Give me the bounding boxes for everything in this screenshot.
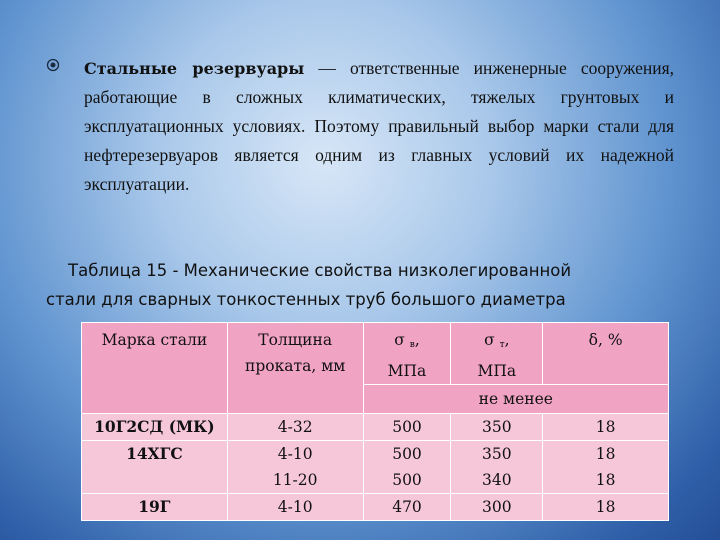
bullet-icon (46, 58, 60, 72)
cell-sigma-t: 350 340 (451, 441, 543, 494)
table-caption (46, 256, 686, 314)
paragraph-text: — ответственные инженерные сооружения, работающие в сложных климатических, тяжелых грунтовых и эксплуатационных условиях. Поэтому правильный выбор марки стали для нефтерезервуаров является одним из главных условий их надежной эксплуатации. (84, 58, 674, 194)
intro-paragraph (84, 54, 674, 199)
cell-delta: 18 (543, 494, 669, 521)
header-sigma-b: σ $_в$, МПа (363, 323, 451, 385)
cell-delta: 18 (543, 414, 669, 441)
header-sigma-t: σ $_т$, МПа (451, 323, 543, 385)
cell-sigma-b: 500 (363, 414, 451, 441)
caption-line-1: Таблица 15 - Механические свойства низколегированной (68, 261, 572, 280)
header-grade: Марка стали (82, 323, 228, 414)
table-row (82, 441, 669, 494)
cell-sigma-b: 500 500 (363, 441, 451, 494)
cell-sigma-t: 300 (451, 494, 543, 521)
table-row (82, 494, 669, 521)
paragraph-bold-lead: Стальные резервуары (84, 59, 305, 78)
header-thickness: Толщина проката, мм (227, 323, 363, 414)
header-delta: δ, % (543, 323, 669, 385)
table-header-row (82, 323, 669, 385)
cell-sigma-t: 350 (451, 414, 543, 441)
cell-sigma-b: 470 (363, 494, 451, 521)
cell-delta: 18 18 (543, 441, 669, 494)
cell-thickness: 4-10 (227, 494, 363, 521)
cell-grade: 10Г2СД (МК) (82, 414, 228, 441)
properties-table (81, 322, 669, 521)
caption-line-2: стали для сварных тонкостенных труб большого диаметра (46, 290, 566, 309)
cell-thickness: 4-32 (227, 414, 363, 441)
cell-thickness: 4-10 11-20 (227, 441, 363, 494)
cell-grade: 14ХГС (82, 441, 228, 494)
cell-grade: 19Г (82, 494, 228, 521)
not-less-label: не менее (363, 385, 668, 414)
table-row (82, 414, 669, 441)
